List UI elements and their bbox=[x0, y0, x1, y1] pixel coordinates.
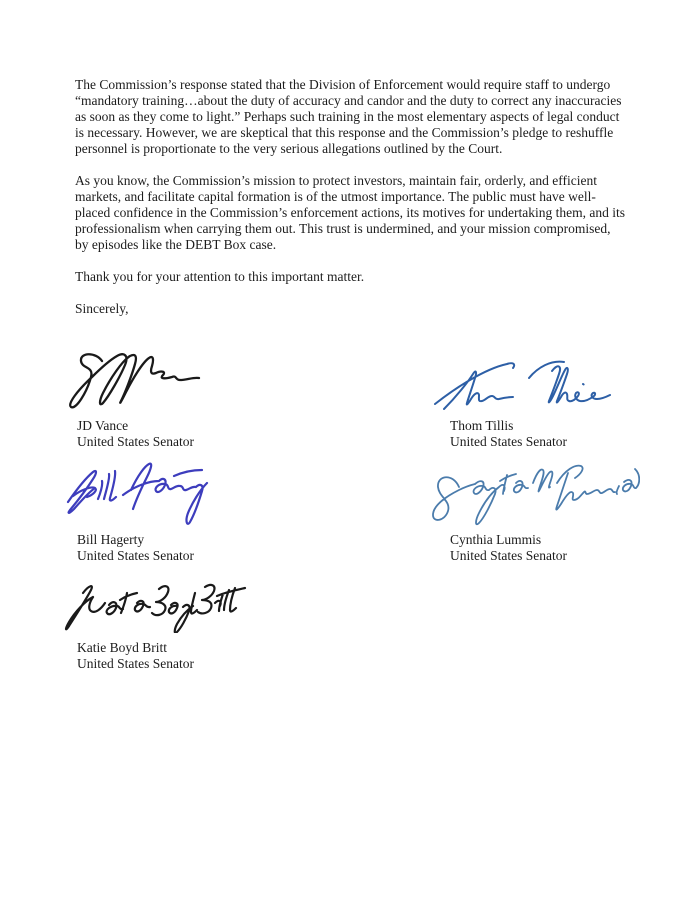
signature-block-thom-tillis bbox=[450, 418, 567, 450]
signature-block-bill-hagerty bbox=[77, 532, 194, 564]
signatory-title: United States Senator bbox=[77, 548, 194, 563]
signatory-title: United States Senator bbox=[77, 656, 194, 671]
signatory-name: Cynthia Lummis bbox=[450, 532, 542, 547]
letter-body bbox=[75, 77, 626, 333]
signature-block-jd-vance bbox=[77, 418, 194, 450]
signatory-name: Bill Hagerty bbox=[77, 532, 145, 547]
jd-vance-signature-icon bbox=[66, 349, 206, 419]
katie-boyd-britt-signature-icon bbox=[62, 581, 257, 633]
signatory-name: Katie Boyd Britt bbox=[77, 640, 167, 655]
signatory-title: United States Senator bbox=[450, 434, 567, 449]
paragraph-thank-you: Thank you for your attention to this important matter. bbox=[75, 269, 365, 284]
paragraph-commission-response: The Commission’s response stated that the Division of Enforcement would require staff to undergo “mandatory training…about the duty of accuracy and candor and the duty to correct any inaccuracies as soon as they come to light.” Perhaps such training in the most elementary aspects of legal conduct is necessary. However, we are skeptical that this response and the Commission’s pledge to reshuffle personnel is proportionate to the very serious allegations outlined by the Court. bbox=[75, 77, 622, 156]
signatory-title: United States Senator bbox=[77, 434, 194, 449]
bill-hagerty-signature-icon bbox=[64, 460, 214, 538]
cynthia-lummis-signature-icon bbox=[428, 462, 640, 540]
thom-tillis-signature-icon bbox=[432, 358, 617, 410]
signatory-name: JD Vance bbox=[77, 418, 129, 433]
closing-sincerely: Sincerely, bbox=[75, 301, 129, 316]
signatory-title: United States Senator bbox=[450, 548, 567, 563]
signature-block-cynthia-lummis bbox=[450, 532, 567, 564]
signatory-name: Thom Tillis bbox=[450, 418, 514, 433]
paragraph-commission-mission: As you know, the Commission’s mission to protect investors, maintain fair, orderly, and efficient markets, and facilitate capital formation is of the utmost importance. The public must have well-placed confidence in the Commission’s enforcement actions, its motives for undertaking them, and its professionalism when carrying them out. This trust is undermined, and your mission compromised, by episodes like the DEBT Box case. bbox=[75, 173, 625, 252]
signature-block-katie-boyd-britt bbox=[77, 640, 194, 672]
